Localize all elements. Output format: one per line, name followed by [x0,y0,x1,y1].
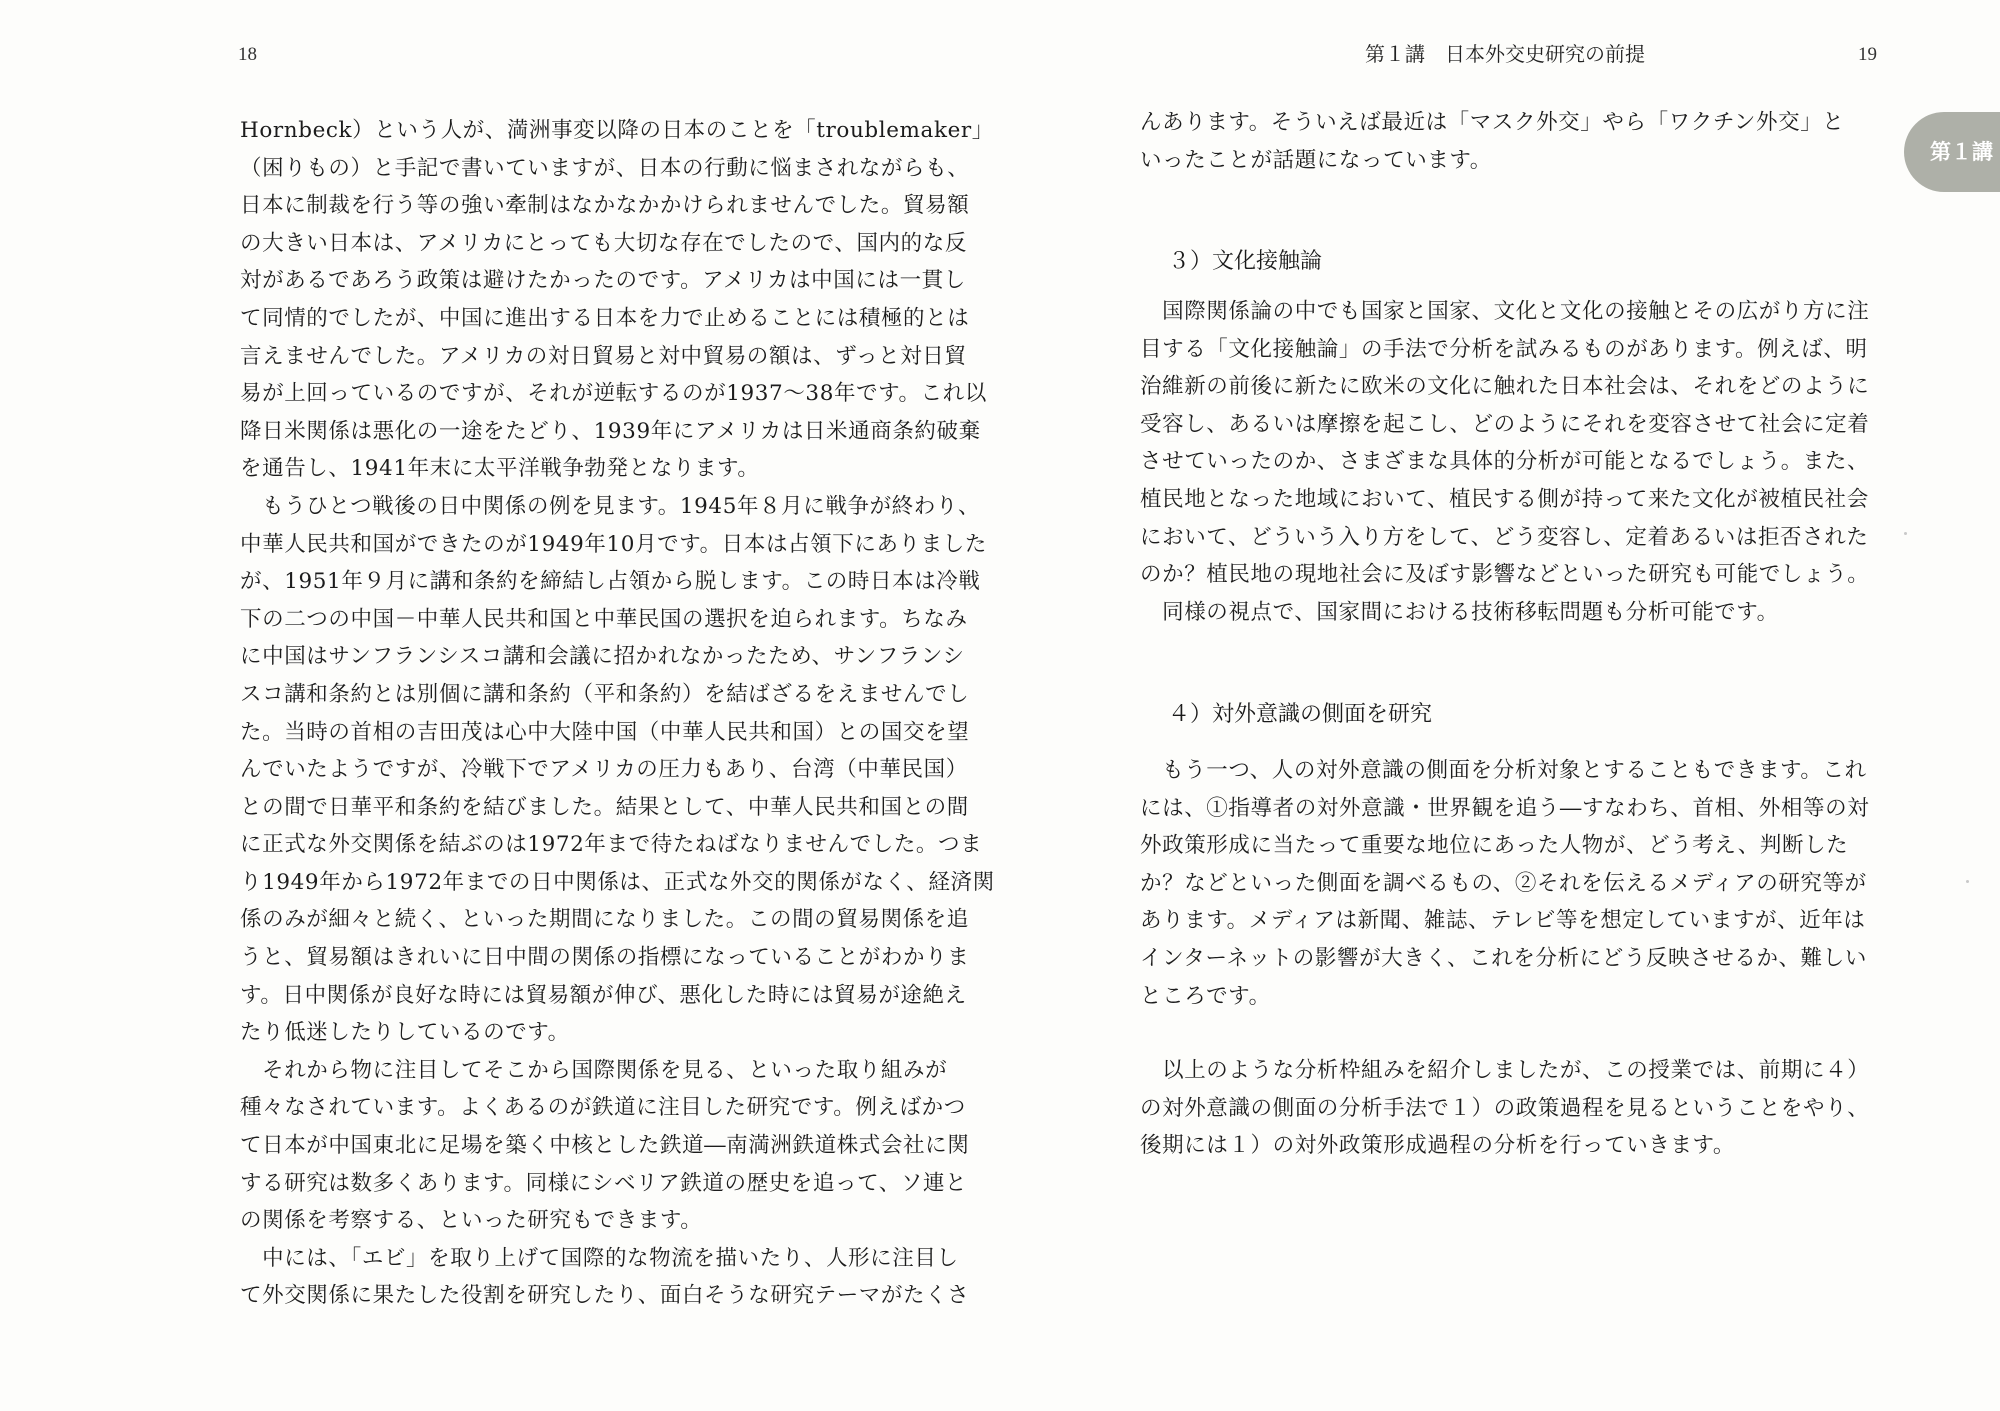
text-line: 種々なされています。よくあるのが鉄道に注目した研究です。例えばかつ [240,1095,966,1121]
text-line: たり低迷したりしているのです。 [240,1020,570,1046]
text-line: 中には、「エビ」を取り上げて国際的な物流を描いたり、人形に注目し [240,1245,959,1271]
text-line: て同情的でしたが、中国に進出する日本を力で止めることには積極的とは [240,305,970,331]
text-line: 中華人民共和国ができたのが1949年10月です。日本は占領下にありました [240,531,987,557]
text-line: 降日米関係は悪化の一途をたどり、1939年にアメリカは日米通商条約破棄 [240,418,981,444]
section-3-text [1140,293,1869,631]
margin-speck [1904,532,1907,535]
text-line: において、どういう入り方をして、どう変容し、定着あるいは拒否された [1140,524,1869,550]
text-line: のか？植民地の現地社会に及ぼす影響などといった研究も可能でしょう。 [1140,562,1870,588]
text-line: 受容し、あるいは摩擦を起こし、どのようにそれを変容させて社会に定着 [1140,411,1870,437]
text-line: 対があるであろう政策は避けたかったのです。アメリカは中国には一貫し [240,268,966,294]
text-line: スコ講和条約とは別個に講和条約（平和条約）を結ばざるをえませんでし [240,681,970,707]
text-line: あります。メディアは新聞、雑誌、テレビ等を想定していますが、近年は [1140,908,1866,934]
text-line: た。当時の首相の吉田茂は心中大陸中国（中華人民共和国）との国交を望 [240,719,970,745]
text-line: 日本に制裁を行う等の強い牽制はなかなかかけられませんでした。貿易額 [240,193,970,219]
text-line: 下の二つの中国－中華人民共和国と中華民国の選択を迫られます。ちなみ [240,606,968,632]
text-line: の関係を考察する、といった研究もできます。 [240,1208,703,1234]
intro-text [1140,104,1885,179]
page-number-left: 18 [238,44,257,65]
text-line: 植民地となった地域において、植民する側が持って来た文化が被植民社会 [1140,486,1869,512]
text-line: 外政策形成に当たって重要な地位にあった人物が、どう考え、判断した [1140,833,1849,859]
text-line: （困りもの）と手記で書いていますが、日本の行動に悩まされながらも、 [240,155,970,181]
section-heading-4: ４）対外意識の側面を研究 [1168,702,1433,727]
text-line: が、1951年９月に講和条約を締結し占領から脱します。この時日本は冷戦 [240,569,981,595]
page-number-right: 19 [1858,44,1877,65]
text-line: んあります。そういえば最近は「マスク外交」やら「ワクチン外交」と [1140,110,1845,135]
text-line: もうひとつ戦後の日中関係の例を見ます。1945年８月に戦争が終わり、 [240,493,981,519]
text-line: いったことが話題になっています。 [1140,147,1492,173]
text-line: する研究は数多くあります。同様にシベリア鉄道の歴史を追って、ソ連と [240,1170,968,1196]
text-line: 同様の視点で、国家間における技術移転問題も分析可能です。 [1140,599,1779,625]
text-line: もう一つ、人の対外意識の側面を分析対象とすることもできます。これ [1140,758,1867,783]
text-line: す。日中関係が良好な時には貿易額が伸び、悪化した時には貿易が途絶え [240,982,967,1008]
running-head: 第１講 日本外交史研究の前提 [1365,42,1645,66]
text-line: て外交関係に果たした役割を研究したり、面白そうな研究テーマがたくさ [240,1283,970,1309]
text-line: との間で日華平和条約を結びました。結果として、中華人民共和国との間 [240,794,969,820]
left-body-text [240,112,995,1315]
text-line: 目する「文化接触論」の手法で分析を試みるものがあります。例えば、明 [1140,336,1868,362]
text-line: り1949年から1972年までの日中関係は、正式な外交的関係がなく、経済関 [240,869,995,895]
text-line: んでいたようですが、冷戦下でアメリカの圧力もあり、台湾（中華民国） [240,757,968,783]
text-line: 易が上回っているのですが、それが逆転するのが1937〜38年です。これ以 [240,381,987,407]
text-line: の対外意識の側面の分析手法で１）の政策過程を見るということをやり、 [1140,1095,1870,1121]
text-line: ところです。 [1140,983,1271,1009]
closing-text [1140,1052,1869,1165]
text-line: には、①指導者の対外意識・世界観を追う―すなわち、首相、外相等の対 [1140,795,1870,821]
section-4-text [1140,752,1869,1015]
text-line: させていったのか、さまざまな具体的分析が可能となるでしょう。また、 [1140,449,1870,475]
text-line: 治維新の前後に新たに欧米の文化に触れた日本社会は、それをどのように [1140,374,1870,400]
text-line: 言えませんでした。アメリカの対日貿易と対中貿易の額は、ずっと対日貿 [240,343,967,369]
text-line: に正式な外交関係を結ぶのは1972年まで待たねばなりませんでした。つま [240,832,983,858]
text-line: Hornbeck）という人が、満洲事変以降の日本のことを「troublemaker」 [240,118,994,143]
text-line: て日本が中国東北に足場を築く中核とした鉄道―南満洲鉄道株式会社に関 [240,1133,970,1159]
text-line: うと、貿易額はきれいに日中間の関係の指標になっていることがわかりま [240,945,970,971]
text-line: 国際関係論の中でも国家と国家、文化と文化の接触とその広がり方に注 [1140,299,1870,324]
text-line: を通告し、1941年末に太平洋戦争勃発となります。 [240,456,760,482]
section-heading-3: ３）文化接触論 [1168,249,1323,274]
text-line: それから物に注目してそこから国際関係を見る、といった取り組みが [240,1057,948,1083]
chapter-tab: 第１講 [1904,112,2000,192]
text-line: の大きい日本は、アメリカにとっても大切な存在でしたので、国内的な反 [240,230,967,256]
right-page [1000,0,2000,1411]
text-line: インターネットの影響が大きく、これを分析にどう反映させるか、難しい [1140,945,1867,971]
text-line: 後期には１）の対外政策形成過程の分析を行っていきます。 [1140,1133,1735,1159]
margin-speck [1966,880,1969,883]
text-line: に中国はサンフランシスコ講和会議に招かれなかったため、サンフランシ [240,644,965,670]
text-line: か？などといった側面を調べるもの、②それを伝えるメディアの研究等が [1140,870,1867,896]
text-line: 以上のような分析枠組みを紹介しましたが、この授業では、前期に４） [1140,1058,1870,1083]
text-line: 係のみが細々と続く、といった期間になりました。この間の貿易関係を追 [240,907,969,933]
